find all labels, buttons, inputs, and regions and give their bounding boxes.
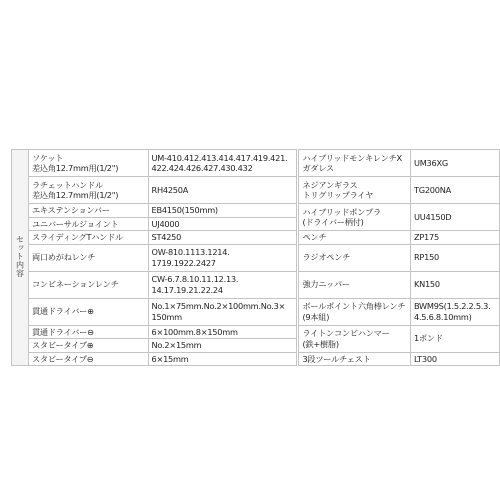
item-name: 両口めがねレンチ bbox=[28, 244, 148, 271]
item-model: EB4150(150mm) bbox=[148, 204, 297, 218]
item-name: ソケット 差込角12.7mm用(1/2") bbox=[28, 150, 148, 177]
item-model: LT300 bbox=[410, 352, 499, 366]
item-name: スライディングTハンドル bbox=[28, 231, 148, 245]
table-row bbox=[12, 325, 500, 339]
item-model: 6×15mm bbox=[148, 352, 297, 366]
item-model: RH4250A bbox=[148, 177, 297, 204]
item-name: 強力ニッパー bbox=[299, 271, 411, 298]
table-row bbox=[12, 177, 500, 204]
item-model: CW-6.7.8.10.11.12.13. 14.17.19.21.22.24 bbox=[148, 271, 297, 298]
table-row bbox=[12, 244, 500, 271]
table-row bbox=[12, 271, 500, 298]
table-row bbox=[12, 231, 500, 245]
item-model: KN150 bbox=[410, 271, 499, 298]
item-name: ラチェットハンドル 差込角12.7mm用(1/2") bbox=[28, 177, 148, 204]
item-name: ボールポイント六角棒レンチ (9本組) bbox=[299, 298, 411, 325]
item-name: スタビータイプ⊖ bbox=[28, 352, 148, 366]
item-model: OW-810.1113.1214. 1719.1922.2427 bbox=[148, 244, 297, 271]
item-name: スタビータイプ⊕ bbox=[28, 339, 148, 353]
item-name: ネジアンギラス トリグリップライヤ bbox=[299, 177, 411, 204]
table-row bbox=[12, 352, 500, 366]
item-name: ユニバーサルジョイント bbox=[28, 217, 148, 231]
table-body bbox=[12, 150, 500, 366]
item-name: コンビネーションレンチ bbox=[28, 271, 148, 298]
item-name: ペンチ bbox=[299, 231, 411, 245]
set-contents-table bbox=[11, 149, 500, 366]
item-name: ライトンコンビハンマー (鉄+樹脂) bbox=[299, 325, 411, 352]
item-model: TG200NA bbox=[410, 177, 499, 204]
item-model: UM36XG bbox=[410, 150, 499, 177]
item-model: UM-410.412.413.414.417.419.421. 422.424.426.427.430.432 bbox=[148, 150, 297, 177]
item-name: 貫通ドライバー⊖ bbox=[28, 325, 148, 339]
item-model: UU4150D bbox=[410, 204, 499, 231]
item-model: ZP175 bbox=[410, 231, 499, 245]
section-label: セット内容 bbox=[15, 235, 25, 278]
item-name: ハイブリッドモンキレンチX ガダレス bbox=[299, 150, 411, 177]
item-model: 1ポンド bbox=[410, 325, 499, 352]
item-model: 6×100mm.8×150mm bbox=[148, 325, 297, 339]
item-name: ラジオペンチ bbox=[299, 244, 411, 271]
table-row bbox=[12, 298, 500, 325]
item-name: 3段ツールチェスト bbox=[299, 352, 411, 366]
table-row bbox=[12, 204, 500, 218]
item-model: No.2×15mm bbox=[148, 339, 297, 353]
item-name: ハイブリッドポンプラ (ドライバー柄付) bbox=[299, 204, 411, 231]
item-name: 貫通ドライバー⊕ bbox=[28, 298, 148, 325]
item-model: RP150 bbox=[410, 244, 499, 271]
item-model: UJ4000 bbox=[148, 217, 297, 231]
item-model: BWM9S(1.5.2.2.5.3. 4.5.6.8.10mm) bbox=[410, 298, 499, 325]
item-model: ST4250 bbox=[148, 231, 297, 245]
item-name: エキステンションバー bbox=[28, 204, 148, 218]
table-row bbox=[12, 150, 500, 177]
item-model: No.1×75mm.No.2×100mm.No.3× 150mm bbox=[148, 298, 297, 325]
section-label-cell bbox=[12, 150, 29, 366]
